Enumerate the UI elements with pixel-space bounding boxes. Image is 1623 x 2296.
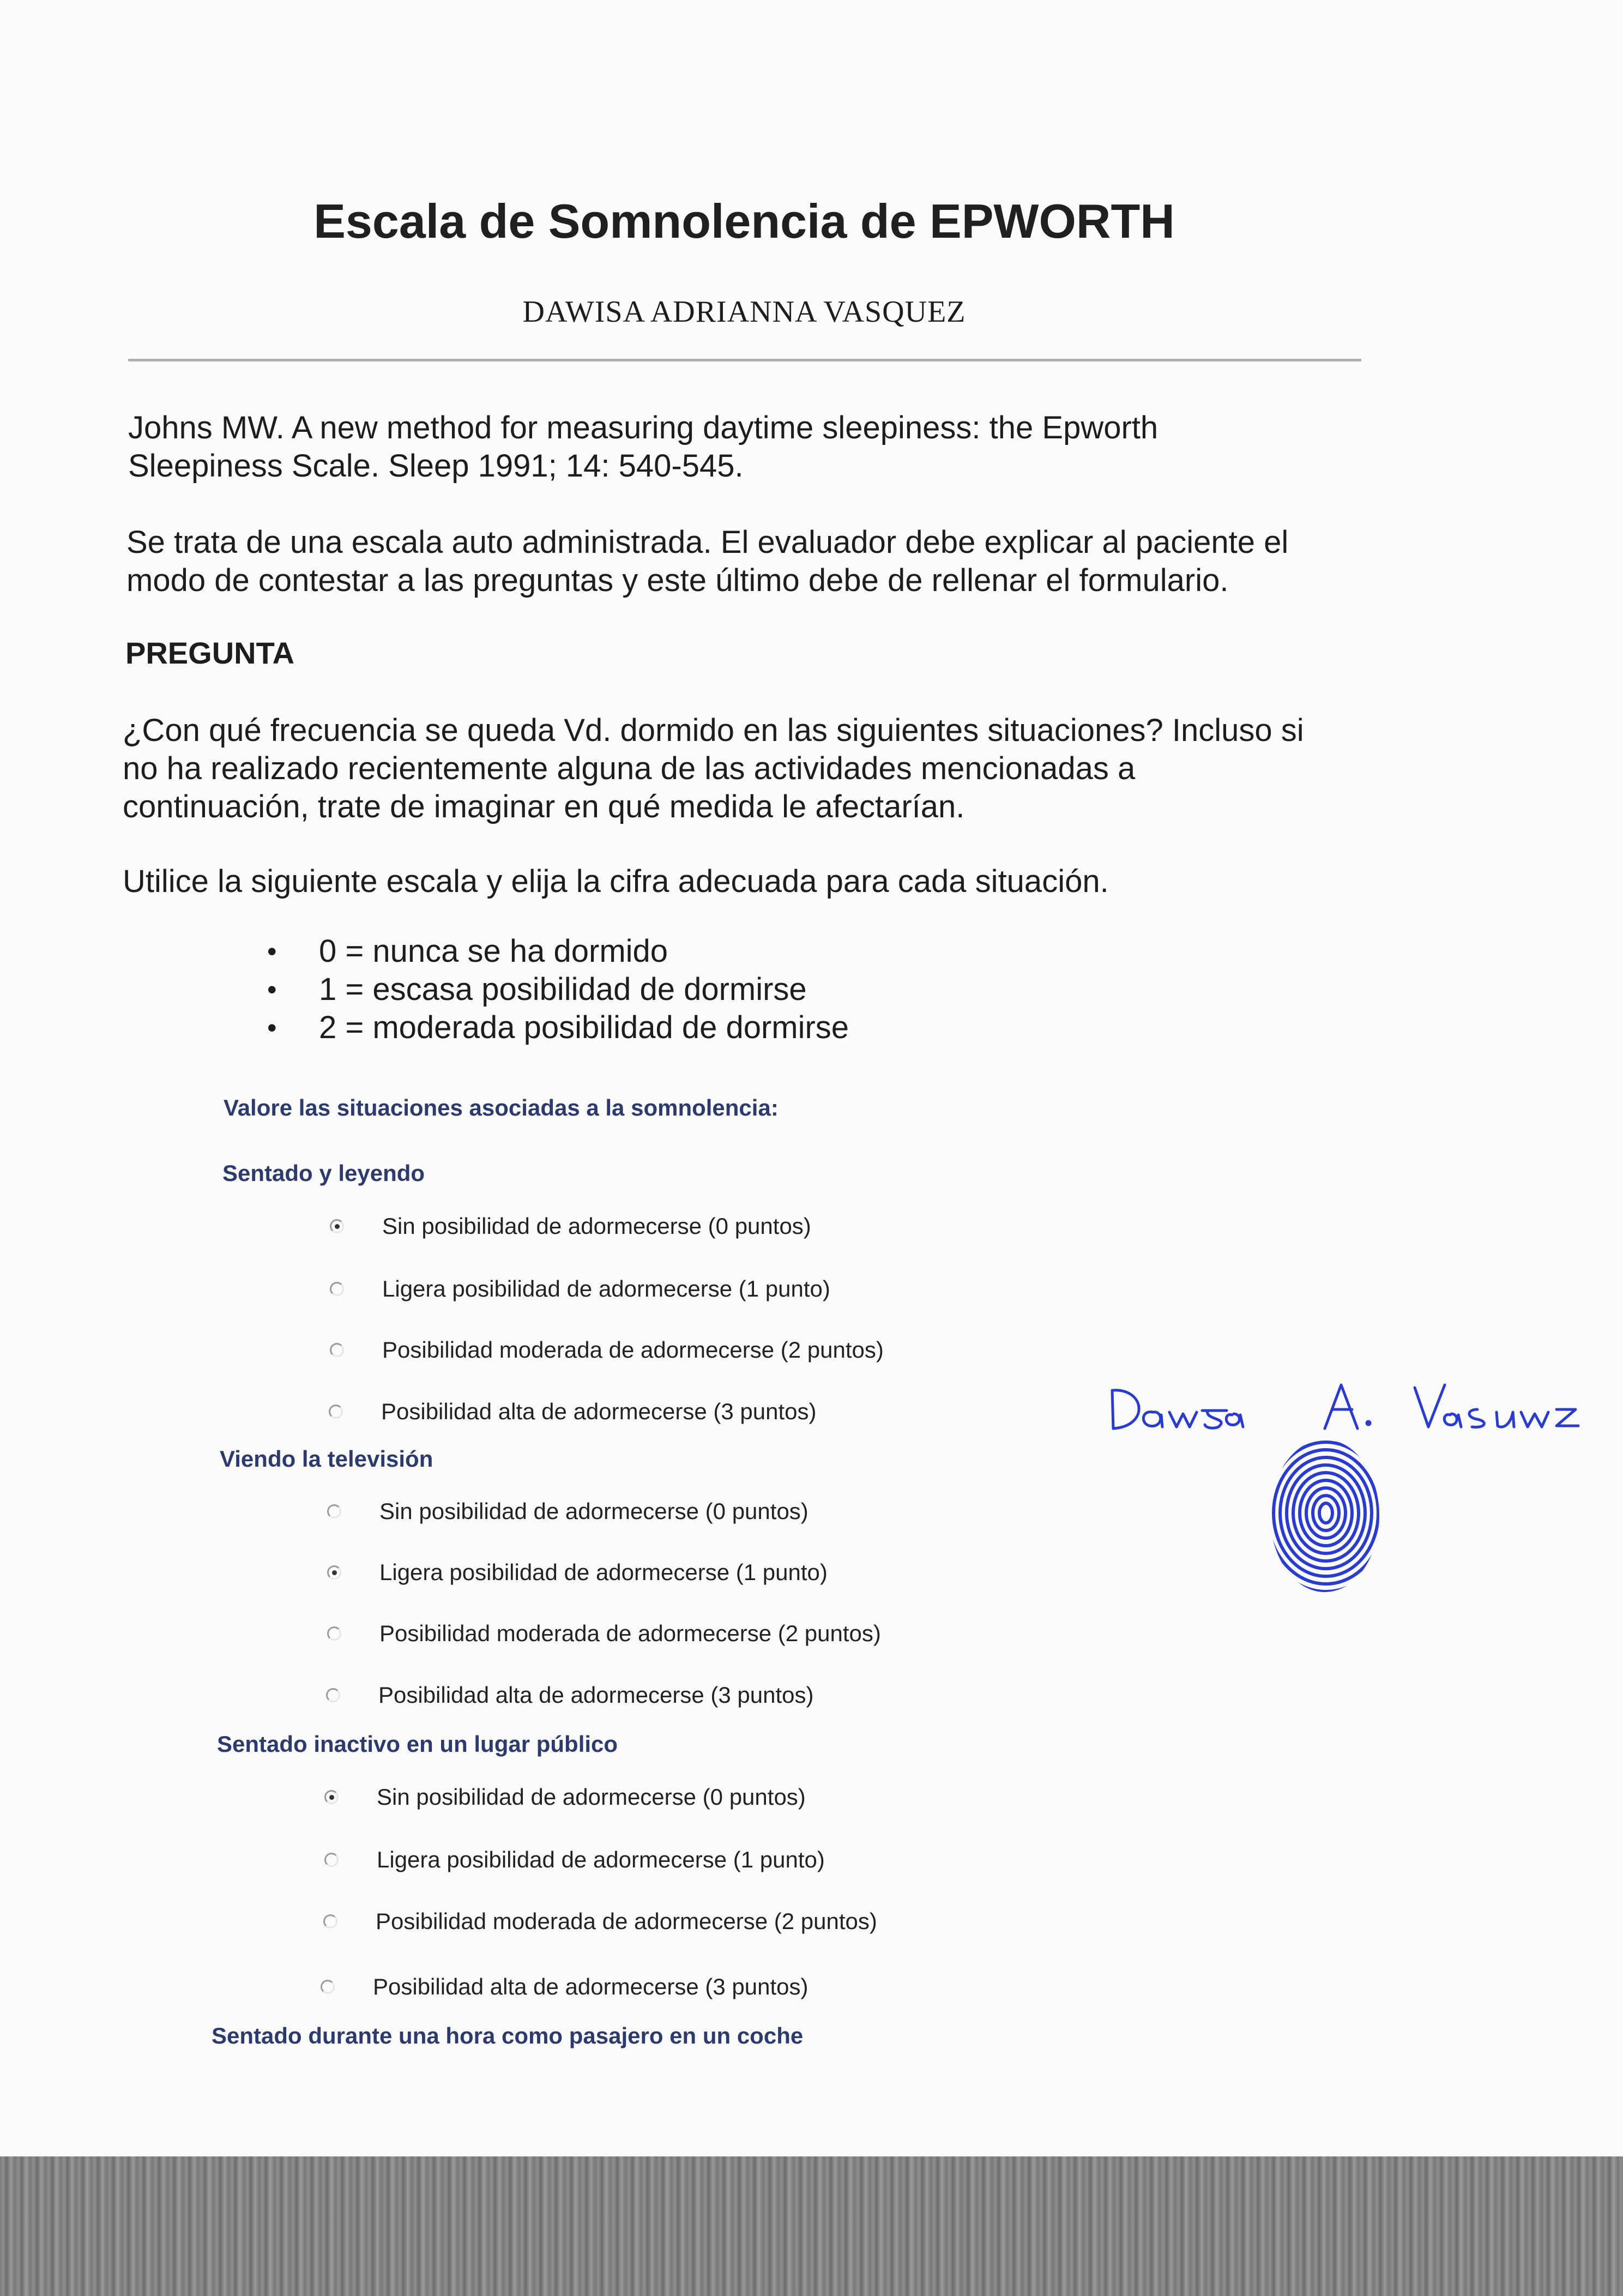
fingerprint-icon — [1265, 1437, 1385, 1600]
option-label: Posibilidad alta de adormecerse (3 puntos) — [378, 1682, 814, 1708]
radio-button[interactable] — [329, 1405, 343, 1419]
section-title-tv: Viendo la televisión — [220, 1446, 433, 1472]
radio-button[interactable] — [330, 1343, 344, 1357]
radio-button[interactable] — [327, 1565, 341, 1580]
option-label: Sin posibilidad de adormecerse (0 puntos) — [377, 1784, 806, 1810]
option-label: Ligera posibilidad de adormecerse (1 punto) — [382, 1276, 830, 1301]
section-title-reading: Sentado y leyendo — [222, 1160, 425, 1186]
option-public-2[interactable] — [323, 1908, 877, 1935]
handwritten-signature — [1101, 1371, 1592, 1442]
intro-line: Se trata de una escala auto administrada. El evaluador debe explicar al paciente el — [126, 525, 1289, 560]
reference-line: Johns MW. A new method for measuring daytime sleepiness: the Epworth — [128, 410, 1159, 445]
option-label: Posibilidad alta de adormecerse (3 puntos) — [381, 1399, 817, 1424]
question-line: continuación, trate de imaginar en qué medida le afectarían. — [123, 789, 965, 824]
intro-paragraph — [126, 523, 1288, 600]
option-tv-1[interactable] — [327, 1559, 828, 1586]
option-label: Posibilidad moderada de adormecerse (2 puntos) — [376, 1908, 877, 1934]
scale-instruction: Utilice la siguiente escala y elija la cifra adecuada para cada situación. — [123, 864, 1109, 899]
radio-button[interactable] — [324, 1790, 339, 1804]
question-heading: PREGUNTA — [125, 636, 295, 670]
radio-button[interactable] — [323, 1914, 337, 1929]
header-divider — [128, 359, 1361, 361]
question-line: ¿Con qué frecuencia se queda Vd. dormido en las siguientes situaciones? Incluso si — [123, 713, 1304, 748]
question-line: no ha realizado recientemente alguna de las actividades mencionadas a — [123, 751, 1136, 786]
scale-item: • 0 = nunca se ha dormido — [267, 932, 849, 971]
option-public-3[interactable] — [321, 1974, 808, 2000]
option-label: Sin posibilidad de adormecerse (0 puntos) — [379, 1498, 809, 1524]
option-label: Ligera posibilidad de adormecerse (1 punto) — [379, 1559, 828, 1585]
scanner-background — [0, 2156, 1623, 2296]
scale-item: • 2 = moderada posibilidad de dormirse — [267, 1009, 849, 1047]
rate-heading: Valore las situaciones asociadas a la somnolencia: — [224, 1095, 779, 1120]
document-title: Escala de Somnolencia de EPWORTH — [313, 194, 1175, 248]
question-paragraph — [123, 712, 1304, 826]
patient-name: DAWISA ADRIANNA VASQUEZ — [522, 295, 966, 329]
section-title-public: Sentado inactivo en un lugar público — [217, 1731, 618, 1757]
radio-button[interactable] — [327, 1504, 341, 1518]
radio-button[interactable] — [324, 1853, 339, 1867]
radio-button[interactable] — [330, 1282, 344, 1296]
radio-button[interactable] — [326, 1688, 340, 1702]
option-label: Posibilidad alta de adormecerse (3 puntos) — [373, 1974, 809, 1999]
option-public-0[interactable] — [324, 1784, 806, 1810]
radio-button[interactable] — [330, 1219, 344, 1233]
option-label: Posibilidad moderada de adormecerse (2 puntos) — [379, 1620, 881, 1646]
option-tv-2[interactable] — [327, 1620, 881, 1647]
option-reading-1[interactable] — [330, 1276, 830, 1302]
option-reading-3[interactable] — [329, 1399, 816, 1425]
reference-citation — [128, 409, 1158, 485]
option-tv-3[interactable] — [326, 1682, 813, 1708]
radio-button[interactable] — [321, 1980, 335, 1994]
option-label: Ligera posibilidad de adormecerse (1 punto) — [377, 1847, 825, 1872]
option-tv-0[interactable] — [327, 1498, 809, 1524]
intro-line: modo de contestar a las preguntas y este último debe de rellenar el formulario. — [126, 563, 1229, 598]
section-title-car: Sentado durante una hora como pasajero en un coche — [212, 2023, 804, 2048]
option-public-1[interactable] — [324, 1847, 825, 1873]
option-label: Posibilidad moderada de adormecerse (2 puntos) — [382, 1337, 884, 1363]
scale-list — [267, 932, 849, 1047]
option-reading-2[interactable] — [330, 1337, 884, 1363]
radio-button[interactable] — [327, 1626, 341, 1641]
reference-line: Sleepiness Scale. Sleep 1991; 14: 540-545. — [128, 448, 744, 484]
option-label: Sin posibilidad de adormecerse (0 puntos) — [382, 1213, 811, 1239]
option-reading-0[interactable] — [330, 1213, 811, 1239]
scale-item: • 1 = escasa posibilidad de dormirse — [267, 971, 849, 1009]
